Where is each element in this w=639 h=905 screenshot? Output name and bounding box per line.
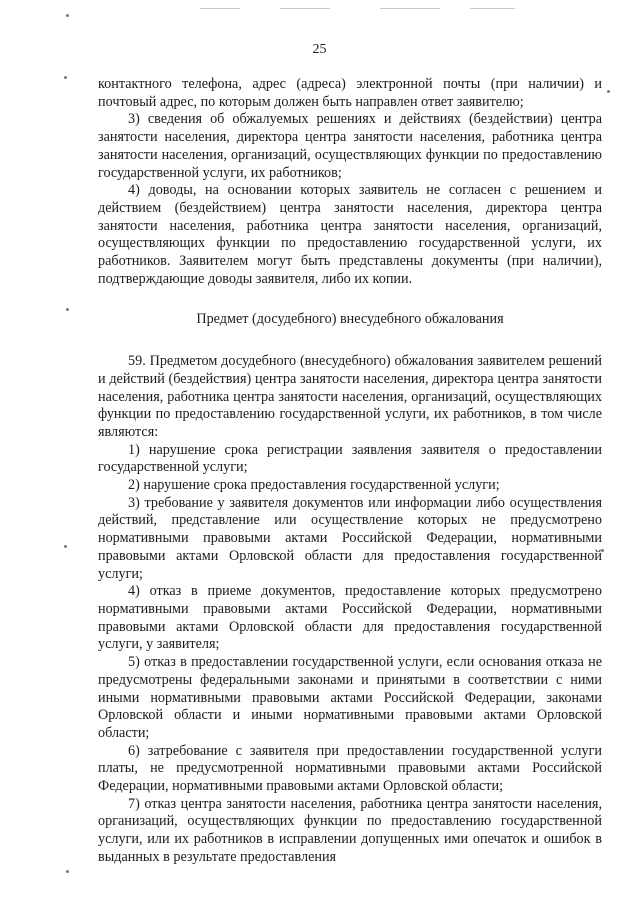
scan-speck [66,870,69,873]
paragraph-subitem-6: 6) затребование с заявителя при предоставлении государственной услуги платы, не предусмотренной нормативными правовыми актами Российской Федерации, нормативными правовыми актами Орловской области; [98,742,602,795]
page-number: 25 [312,42,327,57]
paragraph-item-4: 4) доводы, на основании которых заявитель не согласен с решением и действием (бездействием) центра занятости населения, директора центра занятости населения, работника центра занятости населения, организаций, осуществляющих функции по предоставлению государственной услуги, их работников. Заявителем могут быть представлены документы (при наличии), подтверждающие доводы заявителя, либо их копии. [98,182,602,287]
paragraph-subitem-4: 4) отказ в приеме документов, предоставление которых предусмотрено нормативными правовыми актами Российской Федерации, нормативными правовыми актами Орловской области для предоставления государственной услуги, у заявителя; [98,583,602,653]
scan-edge-line [470,8,515,9]
scan-edge-line [380,8,440,9]
scan-speck [607,90,610,93]
paragraph-subitem-5: 5) отказ в предоставлении государственной услуги, если основания отказа не предусмотрены федеральными законами и принятыми в соответствии с ними иными нормативными правовыми актами Российской Федерации, законами Орловской области и иными нормативными правовыми актами Орловской области; [98,654,602,741]
scan-speck [66,308,69,311]
paragraph-subitem-2: 2) нарушение срока предоставления государственной услуги; [128,477,500,494]
scan-speck [66,14,69,17]
paragraph-59: 59. Предметом досудебного (внесудебного) обжалования заявителем решений и действий (бездействия) центра занятости населения, директора центра занятости населения, работника центра занятости населения, организаций, осуществляющих функции по предоставлению государственной услуги, их работников, в том числе являются: [98,353,602,440]
scan-speck [64,76,67,79]
paragraph-item-3: 3) сведения об обжалуемых решениях и действиях (бездействии) центра занятости населения, директора центра занятости населения, работника центра занятости населения, организаций, осуществляющих функции по предоставлению государственной услуги, их работников; [98,111,602,181]
scan-edge-line [280,8,330,9]
paragraph-subitem-1: 1) нарушение срока регистрации заявления заявителя о предоставлении государственной услуги; [98,441,602,476]
scan-speck [64,545,67,548]
document-body [98,76,602,867]
scan-edge-line [200,8,240,9]
paragraph-continuation: контактного телефона, адрес (адреса) электронной почты (при наличии) и почтовый адрес, по которым должен быть направлен ответ заявителю; [98,76,602,110]
paragraph-subitem-7: 7) отказ центра занятости населения, работника центра занятости населения, организаций, осуществляющих функции по предоставлению государственной услуги, или их работников в исправлении допущенных ими опечаток и ошибок в выданных в результате предоставления [98,795,602,865]
section-heading: Предмет (досудебного) внесудебного обжалования [196,311,504,328]
paragraph-subitem-3: 3) требование у заявителя документов или информации либо осуществления действий, представление или осуществление которых не предусмотрено нормативными правовыми актами Российской Федерации, нормативными правовыми актами Орловской области для предоставления государственной услуги; [98,494,602,582]
